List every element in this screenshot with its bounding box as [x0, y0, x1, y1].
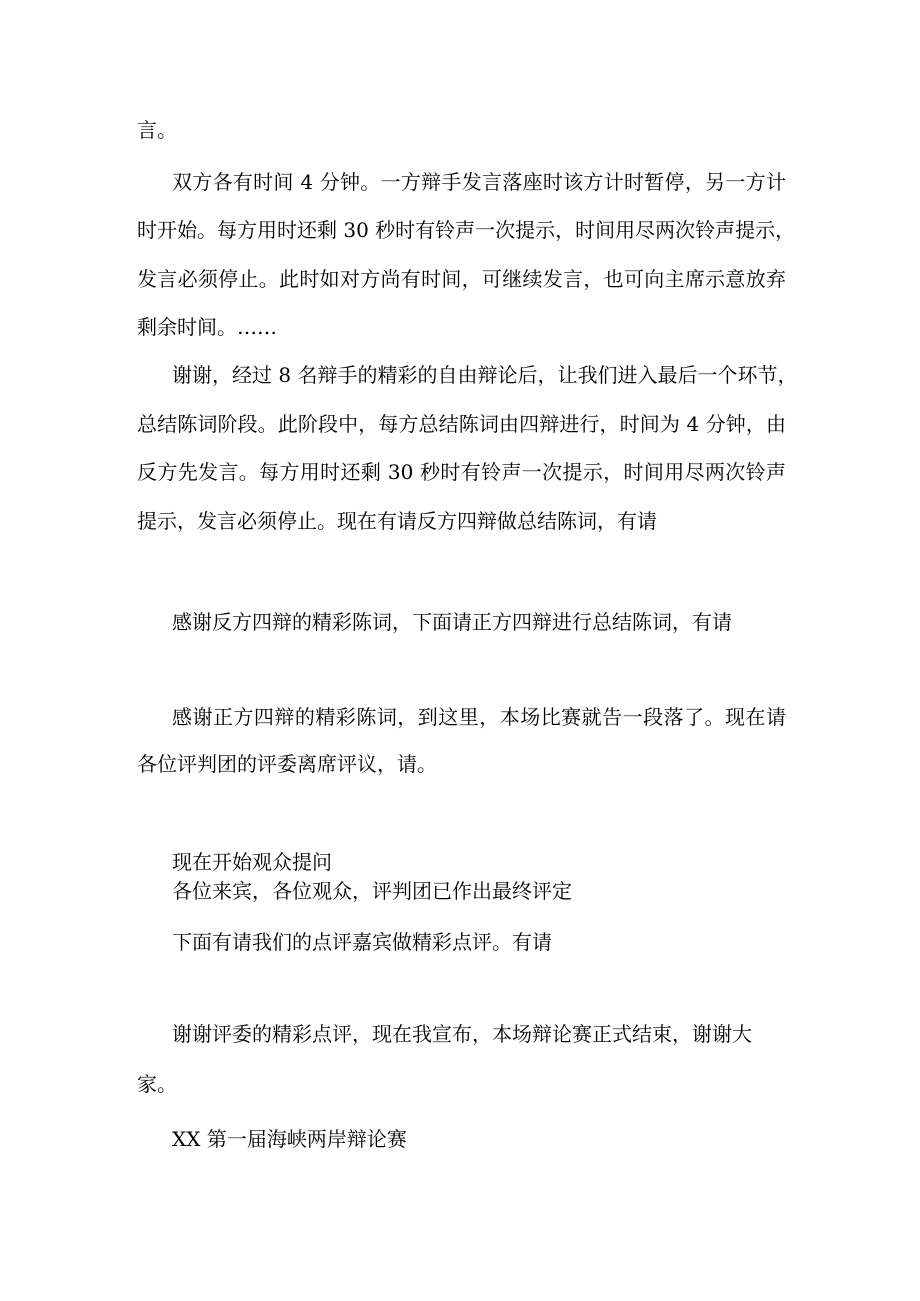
text-line: 感谢正方四辩的精彩陈词，到这里，本场比赛就告一段落了。现在请 — [172, 705, 786, 729]
text-line: 现在开始观众提问 — [172, 850, 332, 874]
text-line: 言。 — [137, 118, 177, 142]
text-line: 双方各有时间 4 分钟。一方辩手发言落座时该方计时暂停，另一方计 — [172, 170, 786, 194]
text-line: 提示，发言必须停止。现在有请反方四辩做总结陈词，有请 — [137, 509, 657, 533]
text-line: 感谢反方四辩的精彩陈词，下面请正方四辩进行总结陈词，有请 — [172, 610, 732, 634]
text-line: 家。 — [137, 1072, 177, 1096]
text-line: 反方先发言。每方用时还剩 30 秒时有铃声一次提示，时间用尽两次铃声 — [137, 460, 786, 484]
text-line: 各位评判团的评委离席评议，请。 — [137, 752, 437, 776]
text-line: 谢谢评委的精彩点评，现在我宣布，本场辩论赛正式结束，谢谢大 — [172, 1022, 752, 1046]
text-line: 各位来宾，各位观众，评判团已作出最终评定 — [172, 879, 572, 903]
text-line: 剩余时间。…… — [137, 315, 277, 339]
text-line: 总结陈词阶段。此阶段中，每方总结陈词由四辩进行，时间为 4 分钟，由 — [137, 412, 786, 436]
text-line: 发言必须停止。此时如对方尚有时间，可继续发言，也可向主席示意放弃 — [137, 267, 786, 291]
text-line: 下面有请我们的点评嘉宾做精彩点评。有请 — [172, 930, 552, 954]
text-line: 时开始。每方用时还剩 30 秒时有铃声一次提示，时间用尽两次铃声提示， — [137, 218, 796, 242]
text-line: 谢谢，经过 8 名辩手的精彩的自由辩论后，让我们进入最后一个环节， — [172, 363, 798, 387]
text-line: XX 第一届海峡两岸辩论赛 — [172, 1127, 407, 1151]
